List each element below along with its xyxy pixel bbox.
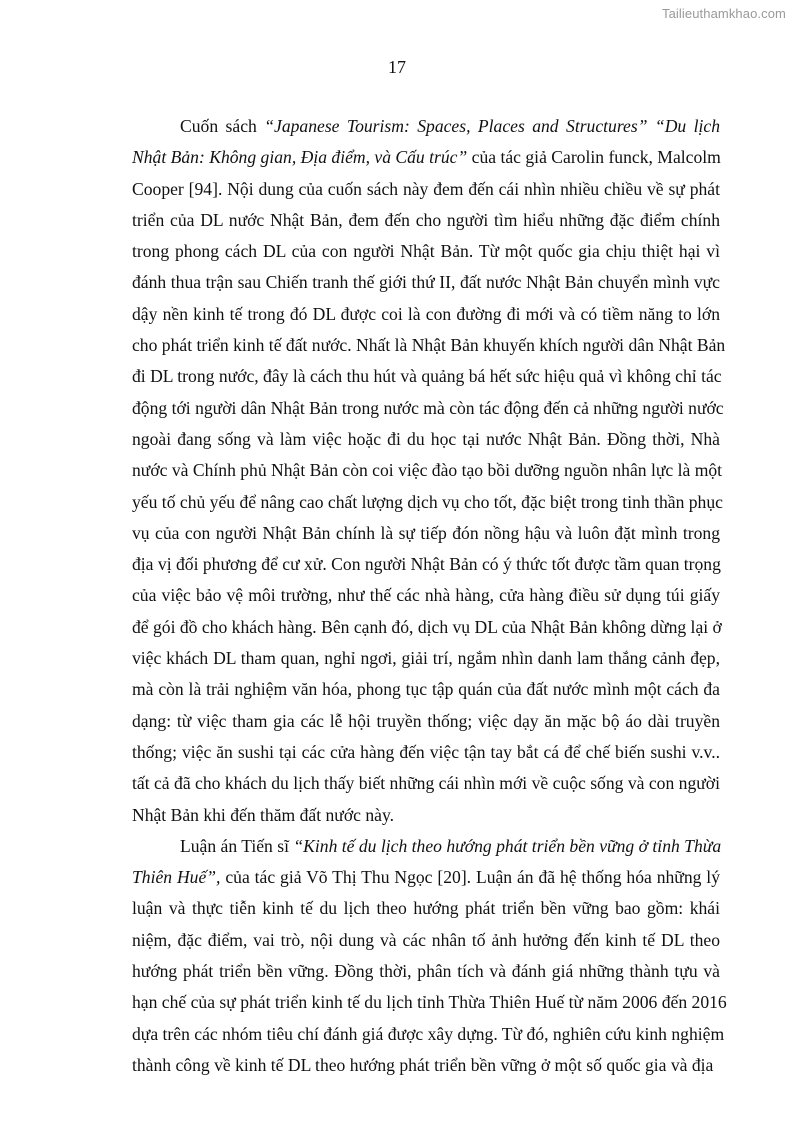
text-line: [132, 893, 720, 924]
text-segment: Nhật Bản khi đến thăm đất nước này.: [132, 804, 394, 825]
text-segment: của tác giả Carolin funck, Malcolm: [467, 147, 721, 168]
text-line: [132, 987, 727, 1018]
text-line: [132, 267, 720, 298]
text-segment: thành công về kinh tế DL theo hướng phát triển bền vững ở một số quốc gia và địa: [132, 1054, 714, 1075]
text-segment: ngoài đang sống và làm việc hoặc đi du học tại nước Nhật Bản. Đồng thời, Nhà: [132, 428, 720, 449]
text-line: [132, 236, 720, 267]
text-line: [132, 111, 720, 142]
text-segment: của tác giả Võ Thị Thu Ngọc [20]. Luận án đã hệ thống hóa những lý: [220, 867, 720, 888]
text-line: [132, 862, 720, 893]
text-segment: đánh thua trận sau Chiến tranh thế giới thứ II, đất nước Nhật Bản chuyển mình vực: [132, 272, 720, 293]
text-line: [132, 925, 720, 956]
text-segment: cho phát triển kinh tế đất nước. Nhất là Nhật Bản khuyến khích người dân Nhật Bản: [132, 335, 726, 356]
text-line: [132, 518, 720, 549]
text-line: [132, 174, 720, 205]
text-line: [132, 487, 723, 518]
text-line: [132, 549, 720, 580]
text-line: [132, 674, 720, 705]
text-line: [132, 800, 720, 831]
text-segment: Cooper [94]. Nội dung của cuốn sách này đem đến cái nhìn nhiều chiều về sự phát: [132, 178, 720, 199]
text-segment: dựa trên các nhóm tiêu chí đánh giá được xây dựng. Từ đó, nghiên cứu kinh nghiệm: [132, 1023, 725, 1044]
text-line: [132, 299, 720, 330]
text-segment: dạng: từ việc tham gia các lễ hội truyền thống; việc dạy ăn mặc bộ áo dài truyền: [132, 710, 720, 731]
text-line: [132, 1019, 725, 1050]
page-number: 17: [388, 57, 406, 77]
text-segment: hạn chế của sự phát triển kinh tế du lịch tỉnh Thừa Thiên Huế từ năm 2006 đến 2016: [132, 992, 727, 1013]
italic-title: Thiên Huế”,: [132, 867, 221, 888]
text-segment: dậy nền kinh tế trong đó DL được coi là con đường đi mới và có tiềm năng to lớn: [132, 303, 720, 324]
text-line: [132, 1050, 720, 1081]
text-segment: luận và thực tiễn kinh tế du lịch theo hướng phát triển bền vững bao gồm: khái: [132, 898, 720, 919]
text-segment: mà còn là trải nghiệm văn hóa, phong tục tập quán của đất nước mình một cách đa: [132, 679, 720, 700]
italic-title: “Japanese Tourism: Spaces, Places and Structures” “Du lịch: [264, 116, 720, 136]
text-line: [132, 831, 720, 862]
text-line: [132, 205, 720, 236]
text-line: [132, 956, 720, 987]
text-line: [132, 643, 720, 674]
italic-title: Nhật Bản: Không gian, Địa điểm, và Cấu trúc”: [132, 147, 468, 168]
text-segment: để gói đồ cho khách hàng. Bên cạnh đó, dịch vụ DL của Nhật Bản không dừng lại ở: [132, 616, 722, 637]
watermark-text: Tailieuthamkhao.com: [661, 6, 786, 21]
body-text: [132, 111, 727, 1081]
text-segment: niệm, đặc điểm, vai trò, nội dung và các nhân tố ảnh hưởng đến kinh tế DL theo: [132, 929, 720, 950]
text-line: [132, 768, 720, 799]
text-segment: nước và Chính phủ Nhật Bản còn coi việc đào tạo bồi dưỡng nguồn nhân lực là một: [132, 460, 723, 481]
text-segment: thống; việc ăn sushi tại các cửa hàng đến việc tận tay bắt cá để chế biến sushi v.v..: [132, 741, 720, 762]
text-line: [132, 706, 720, 737]
text-segment: động tới người dân Nhật Bản trong nước mà còn tác động đến cả những người nước: [132, 397, 724, 418]
text-segment: tất cả đã cho khách du lịch thấy biết những cái nhìn mới về cuộc sống và con người: [132, 773, 720, 794]
italic-title: “Kinh tế du lịch theo hướng phát triển bền vững ở tỉnh Thừa: [293, 835, 722, 856]
text-line: [132, 330, 726, 361]
text-segment: hướng phát triển bền vững. Đồng thời, phân tích và đánh giá những thành tựu và: [132, 961, 720, 982]
text-line: [132, 424, 720, 455]
text-line: [132, 393, 724, 424]
text-line: [132, 361, 720, 392]
text-segment: của việc bảo vệ môi trường, như thế các nhà hàng, cửa hàng điều sử dụng túi giấy: [132, 585, 720, 606]
text-segment: Luận án Tiến sĩ: [180, 835, 294, 856]
text-segment: vụ của con người Nhật Bản chính là sự tiếp đón nồng hậu và luôn đặt mình trong: [132, 522, 720, 543]
text-segment: đi DL trong nước, đây là cách thu hút và quảng bá hết sức hiệu quả vì không chỉ tác: [132, 366, 722, 387]
text-line: [132, 580, 720, 611]
text-line: [132, 142, 720, 173]
text-segment: triển của DL nước Nhật Bản, đem đến cho người tìm hiểu những đặc điểm chính: [132, 209, 720, 230]
text-segment: yếu tố chủ yếu để nâng cao chất lượng dịch vụ cho tốt, đặc biệt trong tinh thần phục: [132, 491, 723, 512]
text-segment: địa vị đối phương để cư xử. Con người Nhật Bản có ý thức tốt được tầm quan trọng: [132, 554, 721, 575]
text-segment: trong phong cách DL của con người Nhật Bản. Từ một quốc gia chịu thiệt hại vì: [132, 241, 720, 262]
text-line: [132, 612, 720, 643]
text-line: [132, 455, 723, 486]
text-segment: Cuốn sách: [180, 116, 265, 136]
text-line: [132, 737, 720, 768]
text-segment: việc khách DL tham quan, nghỉ ngơi, giải trí, ngắm nhìn danh lam thắng cảnh đẹp,: [132, 648, 720, 669]
